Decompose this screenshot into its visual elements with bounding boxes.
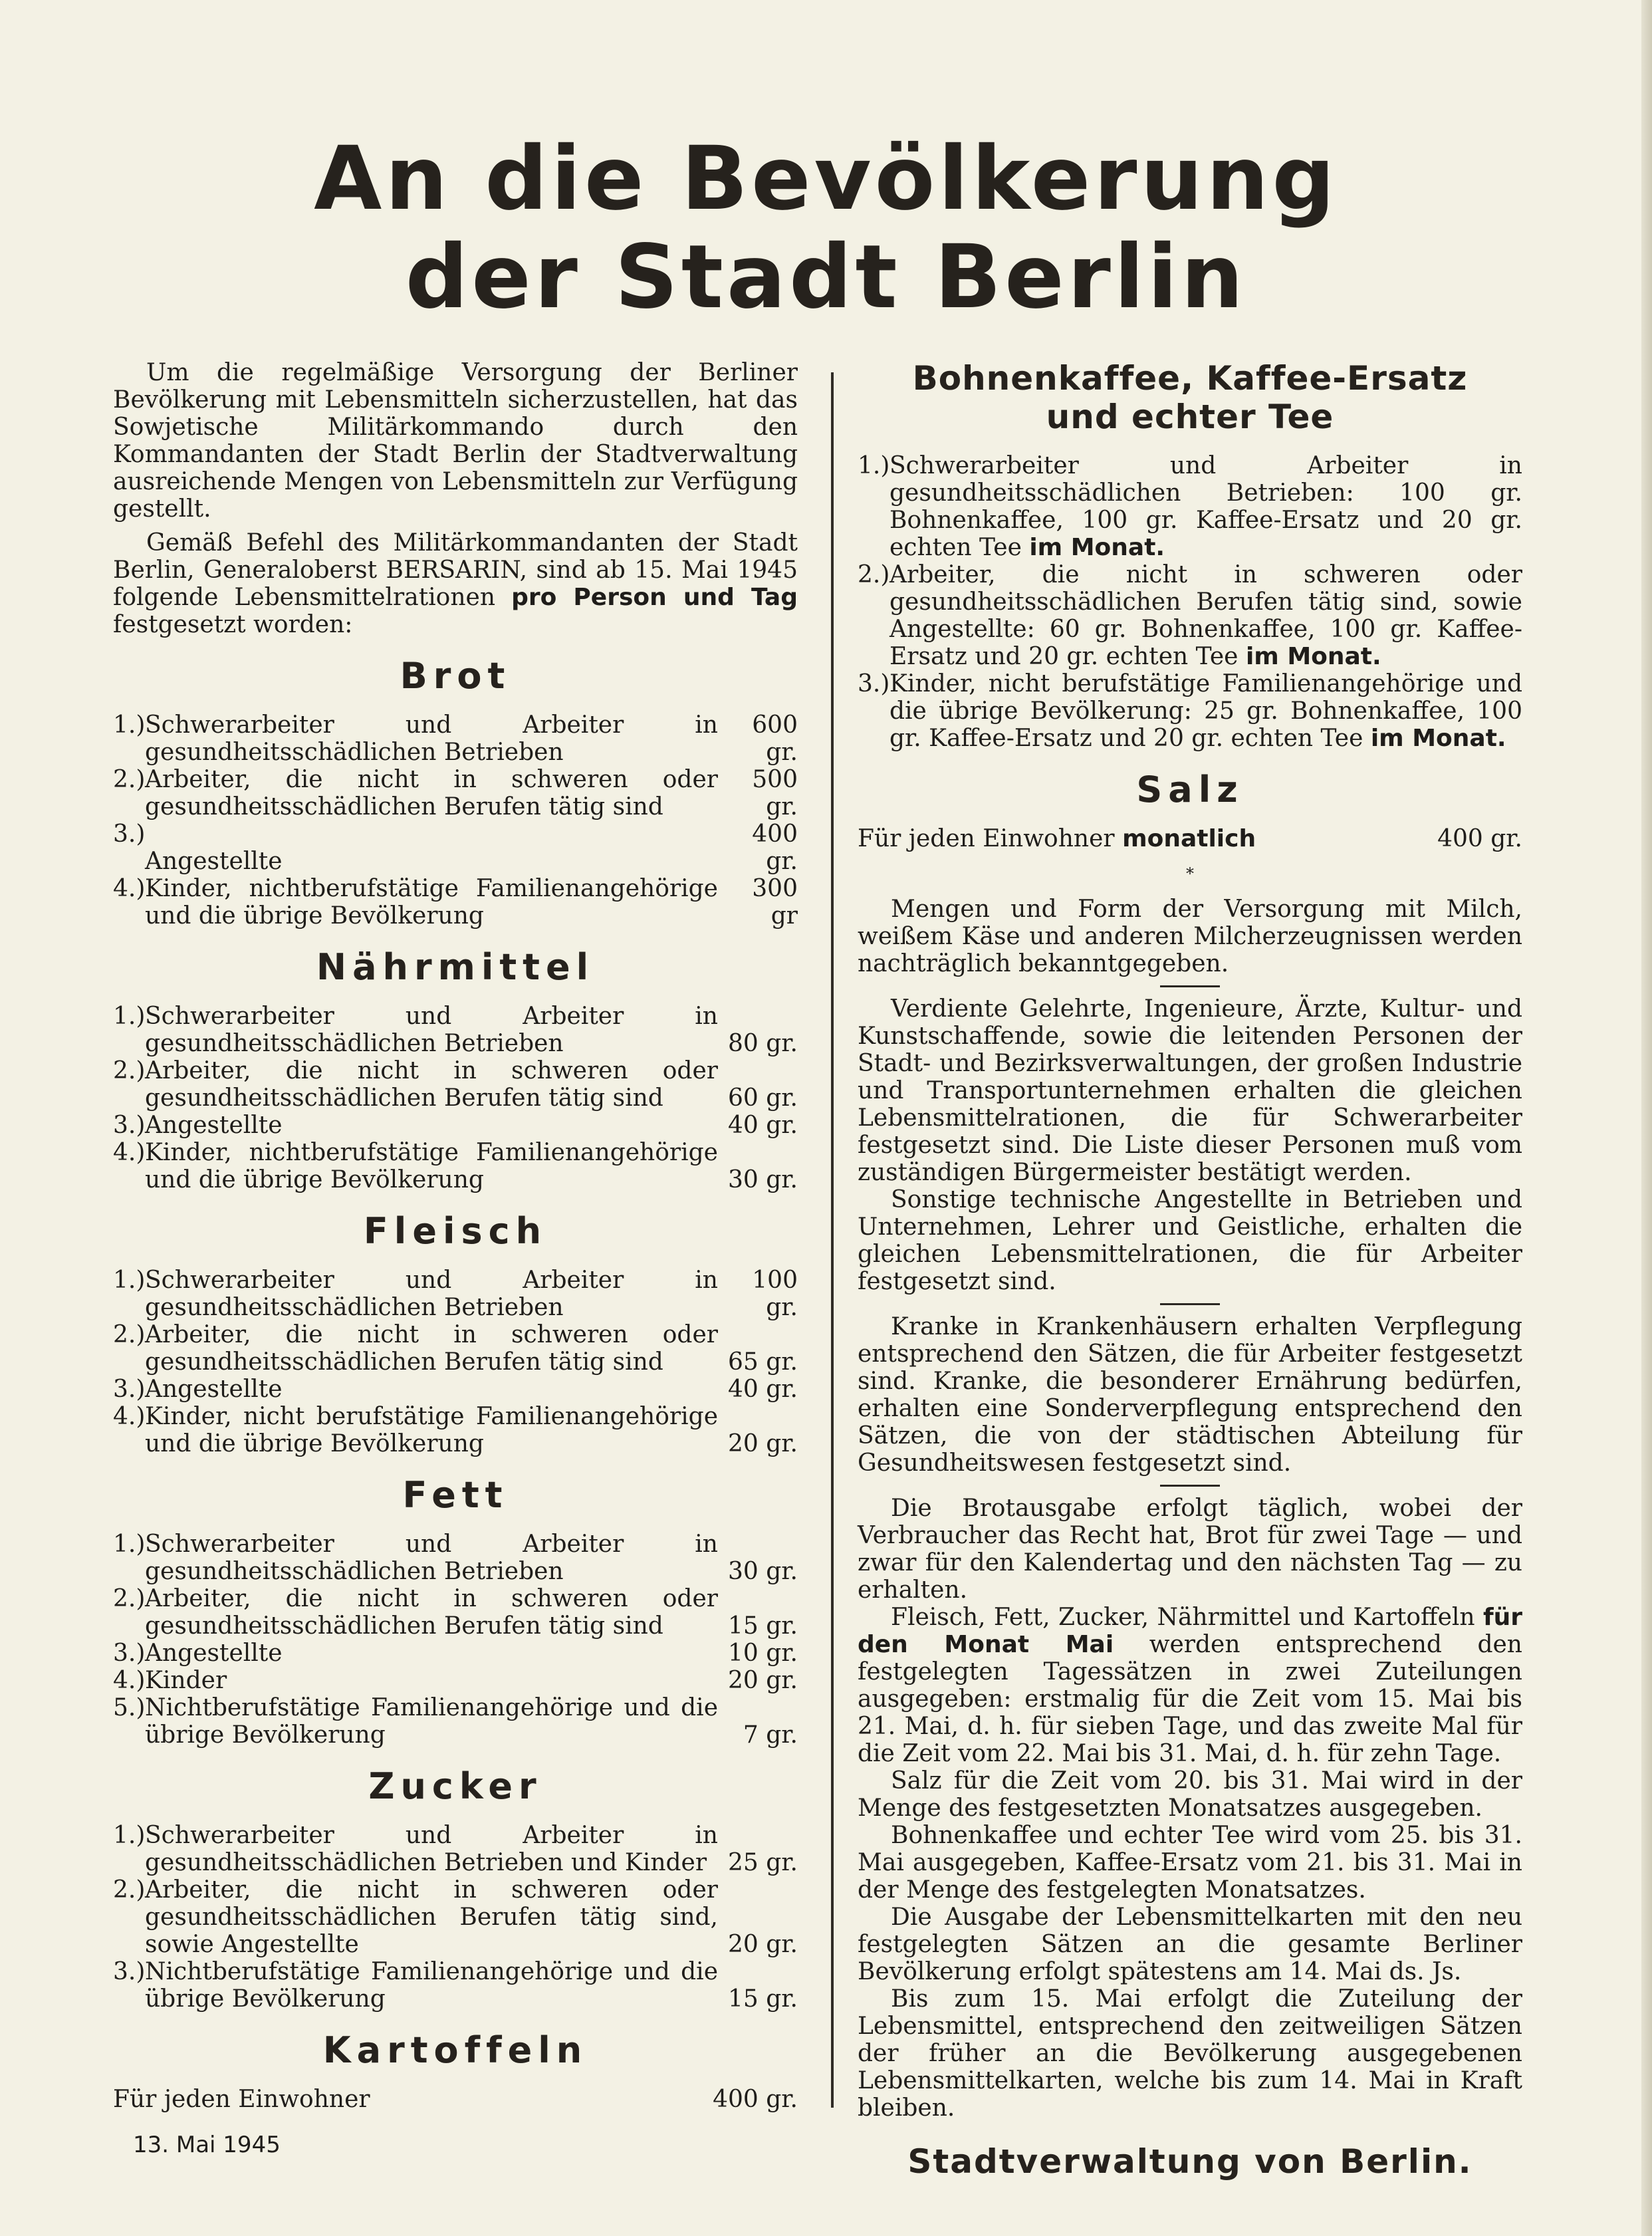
note-kaffee: Bohnenkaffee und echter Tee wird vom 25. bis 31. Mai ausgegeben, Kaffee-Ersatz vom 21. bis 31. Mai in der Menge des festgelegten Monatsatzes.	[858, 1822, 1522, 1904]
ration-row	[113, 711, 798, 766]
ration-row	[113, 1531, 798, 1585]
kartoffeln-amount: 400 gr.	[713, 2086, 798, 2113]
column-divider	[831, 372, 834, 2108]
ration-row	[113, 1403, 798, 1457]
ration-text: Kinder	[145, 1667, 227, 1694]
intro-paragraph-2	[113, 529, 798, 638]
ration-row	[113, 820, 798, 875]
note-fleisch-emphasis: für den Monat Mai	[858, 1604, 1522, 1658]
ration-text: Schwerarbeiter und Arbeiter in gesundheitsschädlichen Betrieben	[145, 711, 718, 766]
ration-row	[113, 766, 798, 820]
ration-amount: 20 gr.	[728, 1931, 798, 1958]
ration-text: Angestellte	[145, 1640, 283, 1667]
ration-amount: 100 gr.	[752, 1267, 798, 1321]
intro-p2-emphasis: pro Person und Tag	[511, 584, 798, 611]
ration-amount: 7 gr.	[743, 1721, 798, 1749]
signature: Stadtverwaltung von Berlin.	[907, 2142, 1473, 2181]
ration-amount: 65 gr.	[728, 1348, 798, 1376]
ration-row	[113, 1376, 798, 1403]
ration-number: 3.)	[113, 1958, 146, 1985]
ration-number: 1.)	[113, 1822, 146, 1849]
salz-row	[858, 825, 1522, 852]
ration-number: 4.)	[113, 1667, 146, 1694]
separator-rule	[1160, 1485, 1220, 1487]
note-milch: Mengen und Form der Versorgung mit Milch, weißem Käse und anderen Milcherzeugnissen werden nachträglich bekanntgegeben.	[858, 896, 1522, 977]
kaffee-number: 1.)	[858, 452, 890, 479]
ration-text: Schwerarbeiter und Arbeiter in gesundheitsschädlichen Betrieben	[145, 1267, 718, 1321]
ration-amount: 20 gr.	[728, 1430, 798, 1457]
ration-text: Arbeiter, die nicht in schweren oder gesundheitsschädlichen Berufen tätig sind	[145, 766, 718, 820]
section-heading: Fett	[402, 1474, 509, 1516]
ration-number: 3.)	[113, 1640, 146, 1667]
ration-number: 1.)	[113, 711, 146, 739]
ration-number: 4.)	[113, 875, 146, 902]
ration-text: Arbeiter, die nicht in schweren oder gesundheitsschädlichen Berufen tätig sind	[145, 1057, 718, 1112]
kaffee-number: 3.)	[858, 670, 890, 697]
intro-p2-text-a: Gemäß Befehl des Militärkommandanten der Stadt Berlin, Generaloberst BERSARIN, sind ab 15. Mai 1945 folgende Lebensmittelrationen	[113, 529, 798, 611]
ration-text: Kinder, nichtberufstätige Familienangehörige und die übrige Bevölkerung	[145, 1139, 718, 1193]
kaffee-text	[889, 670, 1522, 752]
note-karten: Die Ausgabe der Lebensmittelkarten mit den neu festgelegten Sätzen an die gesamte Berliner Bevölkerung erfolgt spätestens am 14. Mai ds. Js.	[858, 1904, 1522, 1985]
kaffee-text	[889, 561, 1522, 670]
ration-row	[113, 1003, 798, 1057]
ration-text: Arbeiter, die nicht in schweren oder gesundheitsschädlichen Berufen tätig sind, sowie Angestellte	[145, 1876, 718, 1958]
paper-edge	[1641, 0, 1652, 2236]
kaffee-row	[858, 452, 1522, 561]
ration-amount: 15 gr.	[728, 1612, 798, 1640]
ration-text: Schwerarbeiter und Arbeiter in gesundheitsschädlichen Betrieben	[145, 1003, 718, 1057]
separator-rule	[1160, 1303, 1220, 1305]
separator-star: *	[1186, 864, 1194, 883]
note-bis: Bis zum 15. Mai erfolgt die Zuteilung der Lebensmittel, entsprechend den zeitweiligen Sätzen der früher an die Bevölkerung ausgegebenen Lebensmittelkarten, welche bis zum 14. Mai in Kraft bleiben.	[858, 1985, 1522, 2122]
ration-text: Schwerarbeiter und Arbeiter in gesundheitsschädlichen Betrieben und Kinder	[145, 1822, 718, 1876]
intro-p2-text-c: festgesetzt worden:	[113, 611, 353, 638]
ration-number: 5.)	[113, 1694, 146, 1721]
ration-amount: 20 gr.	[728, 1667, 798, 1694]
ration-amount: 25 gr.	[728, 1849, 798, 1876]
note-fleisch	[858, 1604, 1522, 1767]
ration-amount: 600 gr.	[752, 711, 798, 766]
ration-number: 1.)	[113, 1531, 146, 1558]
section-heading-kartoffeln: Kartoffeln	[322, 2029, 588, 2071]
ration-row	[113, 1112, 798, 1139]
ration-number: 2.)	[113, 1321, 146, 1348]
section-heading: Fleisch	[363, 1210, 548, 1252]
title-line-1: An die Bevölkerung	[314, 128, 1338, 230]
ration-number: 4.)	[113, 1403, 146, 1430]
section-heading-salz: Salz	[1136, 769, 1244, 810]
kaffee-text-main: Schwerarbeiter und Arbeiter in gesundheitsschädlichen Betrieben: 100 gr. Bohnenkaffee, 100 gr. Kaffee-Ersatz und 20 gr. echten Tee	[889, 452, 1522, 561]
ration-row	[113, 1139, 798, 1193]
kaffee-heading-line-1: Bohnenkaffee, Kaffee-Ersatz	[912, 359, 1468, 398]
note-sonstige: Sonstige technische Angestellte in Betrieben und Unternehmen, Lehrer und Geistliche, erhalten die gleichen Lebensmittelrationen, die für Arbeiter festgesetzt sind.	[858, 1186, 1522, 1295]
kaffee-list	[858, 452, 1522, 752]
ration-amount: 15 gr.	[728, 1985, 798, 2013]
kaffee-text	[889, 452, 1522, 561]
intro-paragraph-1: Um die regelmäßige Versorgung der Berliner Bevölkerung mit Lebensmitteln sicherzustellen, hat das Sowjetische Militärkommando durch den Kommandanten der Stadt Berlin der Stadtverwaltung ausreichende Mengen von Lebensmitteln zur Verfügung gestellt.	[113, 359, 798, 523]
ration-amount: 40 gr.	[728, 1112, 798, 1139]
ration-number: 2.)	[113, 1057, 146, 1084]
ration-number: 3.)	[113, 1376, 146, 1403]
ration-text: Arbeiter, die nicht in schweren oder gesundheitsschädlichen Berufen tätig sind	[145, 1585, 718, 1640]
ration-text: Angestellte	[145, 848, 283, 875]
separator-rule	[1160, 985, 1220, 987]
ration-number: 2.)	[113, 1585, 146, 1612]
salz-amount: 400 gr.	[1437, 825, 1522, 852]
ration-row	[113, 875, 798, 930]
ration-amount: 300 gr	[752, 875, 798, 930]
ration-text: Arbeiter, die nicht in schweren oder gesundheitsschädlichen Berufen tätig sind	[145, 1321, 718, 1376]
ration-number: 2.)	[113, 1876, 146, 1904]
note-kranke: Kranke in Krankenhäusern erhalten Verpflegung entsprechend den Sätzen, die für Arbeiter festgesetzt sind. Kranke, die besonderer Ernährung bedürfen, erhalten eine Sonderverpflegung entsprechend den Sätzen, die von der städtischen Abteilung für Gesundheitswesen festgesetzt sind.	[858, 1313, 1522, 1477]
ration-sections	[113, 656, 798, 2013]
kaffee-text-emphasis: im Monat.	[1029, 534, 1165, 561]
ration-amount: 400 gr.	[752, 820, 798, 875]
ration-number: 3.)	[113, 1112, 146, 1139]
note-brot: Die Brotausgabe erfolgt täglich, wobei der Verbraucher das Recht hat, Brot für zwei Tage — und zwar für den Kalendertag und den nächsten Tag — zu erhalten.	[858, 1495, 1522, 1604]
ration-row	[113, 1958, 798, 2013]
ration-row	[113, 1694, 798, 1749]
ration-amount: 10 gr.	[728, 1640, 798, 1667]
note-fleisch-c: werden entsprechend den festgelegten Tagessätzen in zwei Zuteilungen ausgegeben: erstmalig für die Zeit vom 15. Mai bis 21. Mai, d. h. für sieben Tage, und das zweite Mal für die Zeit vom 22. Mai bis 31. Mai, d. h. für zehn Tage.	[858, 1631, 1522, 1767]
ration-number: 3.)	[113, 820, 146, 848]
ration-number: 2.)	[113, 766, 146, 793]
kaffee-number: 2.)	[858, 561, 890, 588]
kaffee-text-emphasis: im Monat.	[1245, 643, 1381, 670]
note-fleisch-a: Fleisch, Fett, Zucker, Nährmittel und Kartoffeln	[891, 1604, 1475, 1631]
right-column	[858, 359, 1522, 2181]
kaffee-row	[858, 670, 1522, 752]
ration-text: Angestellte	[145, 1112, 283, 1139]
ration-text: Schwerarbeiter und Arbeiter in gesundheitsschädlichen Betrieben	[145, 1531, 718, 1585]
ration-amount: 40 gr.	[728, 1376, 798, 1403]
kartoffeln-row	[113, 2086, 798, 2113]
issue-date: 13. Mai 1945	[133, 2132, 281, 2158]
poster-title	[0, 130, 1652, 326]
note-verdiente: Verdiente Gelehrte, Ingenieure, Ärzte, Kultur- und Kunstschaffende, sowie die leitenden Personen der Stadt- und Bezirksverwaltungen, der großen Industrie und Transportunternehmen erhalten die gleichen Lebensmittelrationen, die für Schwerarbeiter festgesetzt sind. Die Liste dieser Personen muß vom zuständigen Bürgermeister bestätigt werden.	[858, 995, 1522, 1186]
ration-number: 4.)	[113, 1139, 146, 1166]
ration-number: 1.)	[113, 1267, 146, 1294]
section-heading-kaffee	[858, 359, 1522, 436]
kaffee-text-main: Arbeiter, die nicht in schweren oder gesundheitsschädlichen Berufen tätig sind, sowie Angestellte: 60 gr. Bohnenkaffee, 100 gr. Kaffee-Ersatz und 20 gr. echten Tee	[889, 561, 1522, 670]
kaffee-text-main: Kinder, nicht berufstätige Familienangehörige und die übrige Bevölkerung: 25 gr. Bohnenkaffee, 100 gr. Kaffee-Ersatz und 20 gr. echten Tee	[889, 670, 1522, 752]
ration-amount: 30 gr.	[728, 1166, 798, 1193]
ration-row	[113, 1667, 798, 1694]
section-heading: Brot	[400, 655, 511, 697]
ration-row	[113, 1876, 798, 1958]
ration-amount: 30 gr.	[728, 1558, 798, 1585]
ration-text: Kinder, nicht berufstätige Familienangehörige und die übrige Bevölkerung	[145, 1403, 718, 1457]
ration-row	[113, 1321, 798, 1376]
ration-row	[113, 1822, 798, 1876]
kaffee-row	[858, 561, 1522, 670]
salz-text	[858, 825, 1256, 852]
section-heading: Zucker	[368, 1765, 542, 1807]
ration-row	[113, 1057, 798, 1112]
note-salz: Salz für die Zeit vom 20. bis 31. Mai wird in der Menge des festgesetzten Monatsatzes ausgegeben.	[858, 1767, 1522, 1822]
ration-amount: 500 gr.	[752, 766, 798, 820]
ration-text: Angestellte	[145, 1376, 283, 1403]
ration-row	[113, 1640, 798, 1667]
title-line-2: der Stadt Berlin	[405, 226, 1247, 328]
kaffee-heading-line-2: und echter Tee	[1046, 398, 1334, 436]
salz-text-b: monatlich	[1122, 825, 1256, 852]
ration-text: Nichtberufstätige Familienangehörige und die übrige Bevölkerung	[145, 1958, 718, 2013]
ration-row	[113, 1267, 798, 1321]
kartoffeln-text: Für jeden Einwohner	[113, 2086, 370, 2113]
ration-amount: 80 gr.	[728, 1030, 798, 1057]
ration-amount: 60 gr.	[728, 1084, 798, 1112]
ration-text: Nichtberufstätige Familienangehörige und die übrige Bevölkerung	[145, 1694, 718, 1749]
ration-number: 1.)	[113, 1003, 146, 1030]
section-heading: Nährmittel	[316, 946, 595, 988]
left-column	[113, 359, 798, 2159]
salz-text-a: Für jeden Einwohner	[858, 825, 1115, 852]
ration-text: Kinder, nichtberufstätige Familienangehörige und die übrige Bevölkerung	[145, 875, 718, 930]
kaffee-text-emphasis: im Monat.	[1370, 725, 1506, 752]
ration-row	[113, 1585, 798, 1640]
